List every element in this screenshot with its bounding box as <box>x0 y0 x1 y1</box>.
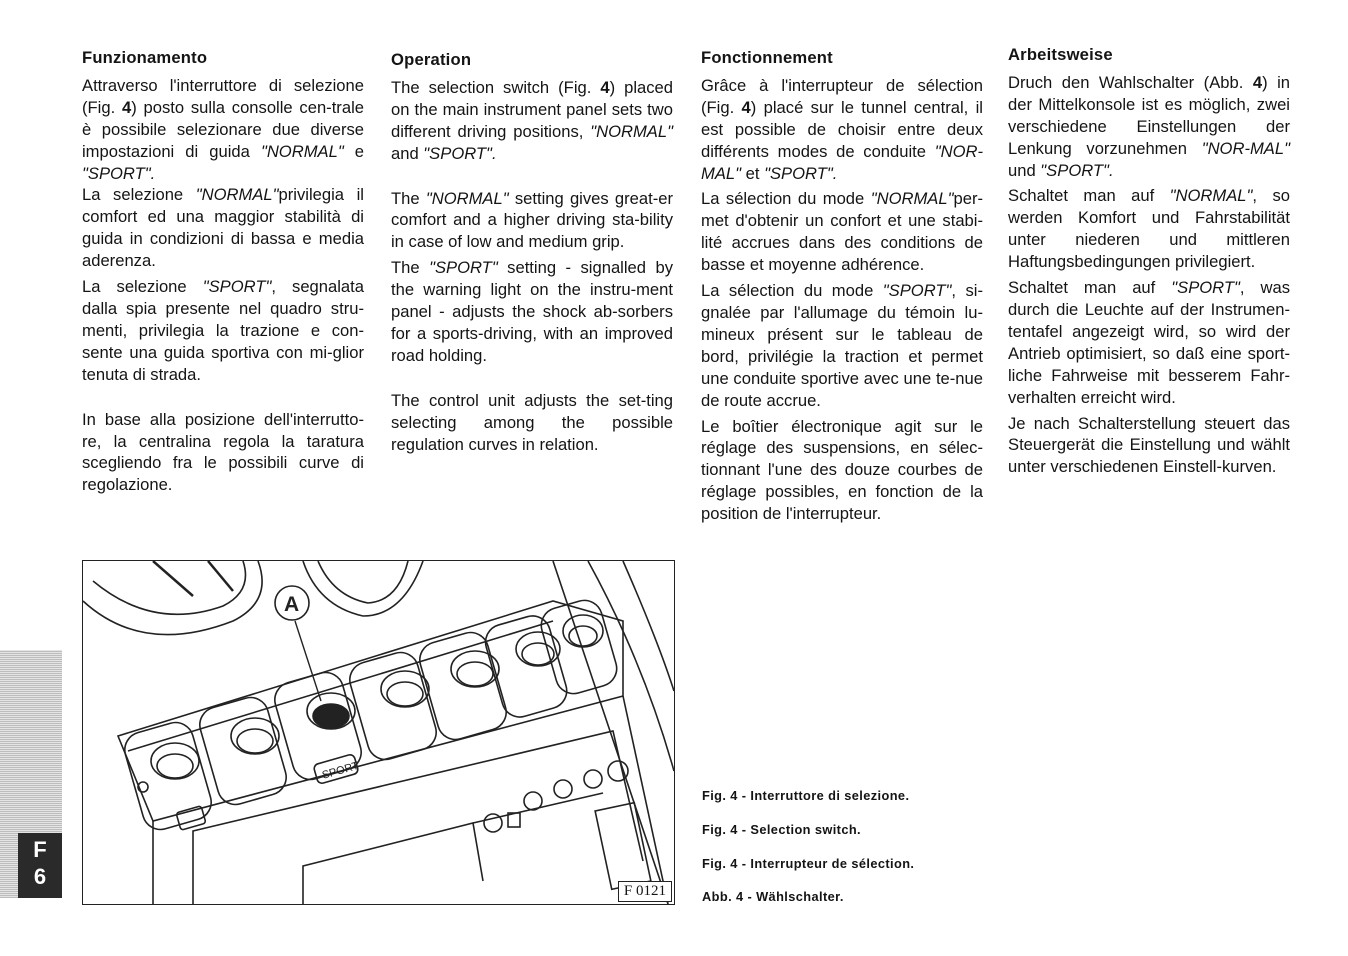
paragraph-french-2: La sélection du mode "NORMAL"per-met d'obtenir un confort et une stabi-lité accrues dans des conditions de basse et moyenne adhérence. <box>701 189 983 275</box>
figure-switch-panel <box>82 560 675 905</box>
paragraph-french-1: Grâce à l'interrupteur de sélection (Fig. 4) placé sur le tunnel central, il est possible de choisir entre deux différents modes de conduite "NOR-MAL" et "SPORT". <box>701 75 983 183</box>
paragraph-italian-4: In base alla posizione dell'interrutto-re, la centralina regola la taratura scegliendo fra le possibili curve di regolazione. <box>82 409 364 495</box>
caption-german: Abb. 4 - Wählschalter. <box>702 889 844 904</box>
paragraph-german-4: Je nach Schalterstellung steuert das Steuergerät die Einstellung und wählt unter verschiedenen Einstell-kurven. <box>1008 413 1290 477</box>
switch-5 <box>416 628 511 743</box>
paragraph-french-3: La sélection du mode "SPORT", si-gnalée par l'allumage du témoin lu-mineux présent sur le tableau de bord, privilégie la traction et permet une conduite sportive avec une te-nue de route accrue. <box>701 281 984 410</box>
figure-code: F 0121 <box>618 881 672 902</box>
heading-italian: Funzionamento <box>82 48 208 67</box>
callout-leader-line <box>295 621 321 701</box>
switch-panel-illustration <box>83 561 674 904</box>
section-tab <box>18 833 62 898</box>
svg-text:SPORT: SPORT <box>320 759 361 782</box>
heading-english: Operation <box>391 50 472 69</box>
paragraph-german-1: Druch den Wahlschalter (Abb. 4) in der Mittelkonsole ist es möglich, zwei verschiedene Einstellungen der Lenkung vorzunehmen "NOR-MAL" und "SPORT". <box>1008 72 1290 180</box>
paragraph-english-3: The "SPORT" setting - signalled by the warning light on the instru-ment panel - adjusts the shock ab-sorbers for a sports-driving, with an improved road holding. <box>391 258 673 365</box>
paragraph-german-2: Schaltet man auf "NORMAL", so werden Komfort und Fahrstabilität unter niederen und mittleren Haftungsbedingungen privilegiert. <box>1008 186 1290 272</box>
paragraph-italian-1: Attraverso l'interruttore di selezione (Fig. 4) posto sulla consolle cen-trale è possibile selezionare due diverse impostazioni di guida "NORMAL" e "SPORT". <box>82 75 365 183</box>
paragraph-english-4: The control unit adjusts the set-ting selecting among the possible regulation curves in relation. <box>391 390 673 454</box>
paragraph-french-4: Le boîtier électronique agit sur le réglage des suspensions, en sélec-tionnant l'une des douze courbes de réglage possibles, en fonction de la position de l'interrupteur. <box>701 416 983 524</box>
section-letter: F <box>33 837 47 862</box>
caption-french: Fig. 4 - Interrupteur de sélection. <box>702 856 915 871</box>
column-english <box>391 49 673 456</box>
column-french <box>701 47 983 525</box>
page-number: 6 <box>33 864 47 889</box>
switch-6 <box>481 612 571 722</box>
paragraph-italian-2: La selezione "NORMAL"privilegia il comfort ed una maggior stabilità di guida in condizioni di bassa e media aderenza. <box>82 185 364 271</box>
caption-english: Fig. 4 - Selection switch. <box>702 822 862 837</box>
paragraph-english-2: The "NORMAL" setting gives great-er comfort and a higher driving sta-bility in case of low and medium grip. <box>391 188 673 252</box>
caption-italian: Fig. 4 - Interruttore di selezione. <box>702 788 910 803</box>
heading-german: Arbeitsweise <box>1008 45 1113 64</box>
column-german <box>1008 44 1290 478</box>
paragraph-italian-3: La selezione "SPORT", segnalata dalla spia presente nel quadro stru-menti, privilegia la trazione e con-sente una guida sportiva con mi-glior tenuta di strada. <box>82 277 364 384</box>
callout-letter: A <box>284 593 300 616</box>
column-italian <box>82 47 364 496</box>
paragraph-german-3: Schaltet man auf "SPORT", was durch die Leuchte auf der Instrumen-tentafel angezeigt wird, so wird der Antrieb optimisiert, so daß eine sport-liche Fahrweise mit besserem Fahr-verhalten erreicht wird. <box>1008 278 1291 407</box>
switch-2 <box>196 693 291 808</box>
heading-french: Fonctionnement <box>701 48 833 67</box>
paragraph-english-1: The selection switch (Fig. 4) placed on the main instrument panel sets two different driving positions, "NORMAL" and "SPORT". <box>391 77 673 163</box>
